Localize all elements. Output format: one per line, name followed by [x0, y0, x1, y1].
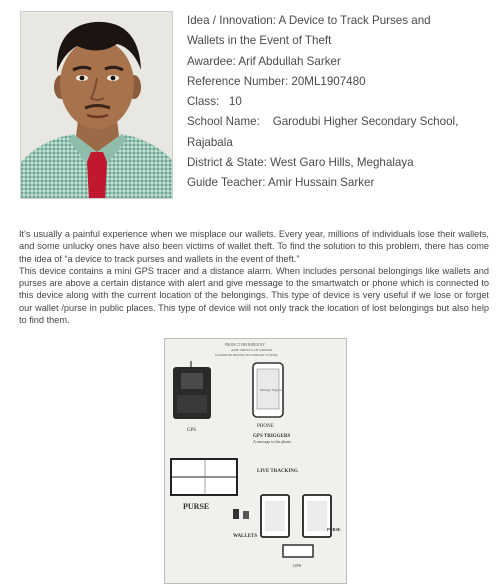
reference-number: Reference Number: 20ML1907480 — [187, 74, 366, 88]
gps-device-icon — [173, 361, 211, 419]
gps-bottom-label: GPS — [293, 563, 302, 568]
description-paragraph-1: It's usually a painful experience when we misplace our wallets. Every year, millions of individuals lose their wallets, and some unlucky ones have also been victims of wallet theft. To find the solution to this problem, there has come the idea of “a device to track purses and wallets in the event of theft.” — [19, 229, 489, 264]
sketch-header-2: ARIF ABDULLAH SARKER — [231, 348, 273, 352]
idea-line-2: Wallets in the Event of Theft — [187, 34, 332, 48]
purse-right-label: PURSE — [327, 527, 341, 532]
gps-label: GPS — [187, 428, 197, 433]
live-tracking-label: LIVE TRACKING — [257, 469, 298, 474]
gps-box-icon — [283, 545, 313, 557]
phone-screen-text: Message Triggered — [260, 388, 283, 392]
class-field: Class: 10 — [187, 95, 242, 109]
district-state: District & State: West Garo Hills, Meghalaya — [187, 156, 414, 170]
phone-label: PHONE — [257, 424, 274, 429]
purse-icon — [171, 459, 237, 495]
sketch-drawing — [165, 339, 346, 583]
guide-teacher: Guide Teacher: Amir Hussain Sarker — [187, 176, 375, 190]
gps-triggers-sub: A message to the phone — [253, 439, 291, 444]
awardee-name: Awardee: Arif Abdullah Sarker — [187, 54, 341, 68]
purse-label: PURSE — [183, 502, 210, 511]
school-name: School Name: Garodubi Higher Secondary School, Rajabala — [187, 115, 462, 149]
wallet-icon — [261, 495, 289, 537]
awardee-info — [187, 11, 487, 194]
awardee-photo-image — [21, 12, 173, 199]
gps-triggers-label: GPS TRIGGERS — [253, 434, 291, 439]
awardee-photo — [20, 11, 173, 199]
description-paragraph-2: This device contains a mini GPS tracer and a distance alarm. When includes personal belongings like wallets and purses are above a certain distance with alert and give message to the smartwatch or phone which is connected to this device along with the current location of the belongings. This type of device is very useful if we lose or forget our wallet /purse in public places. This type of device will not only track the location of lost belongings but also help to find them. — [19, 265, 489, 326]
project-sketch — [164, 338, 347, 584]
wallets-label: WALLETS — [233, 534, 258, 539]
project-description — [19, 228, 489, 326]
sketch-header-1: PROJECT PREPARED BY — [225, 343, 265, 347]
idea-line-1: Idea / Innovation: A Device to Track Purses and — [187, 14, 431, 27]
sketch-header-3: GARODUBI HIGHER SECONDARY SCHOOL — [215, 353, 279, 357]
